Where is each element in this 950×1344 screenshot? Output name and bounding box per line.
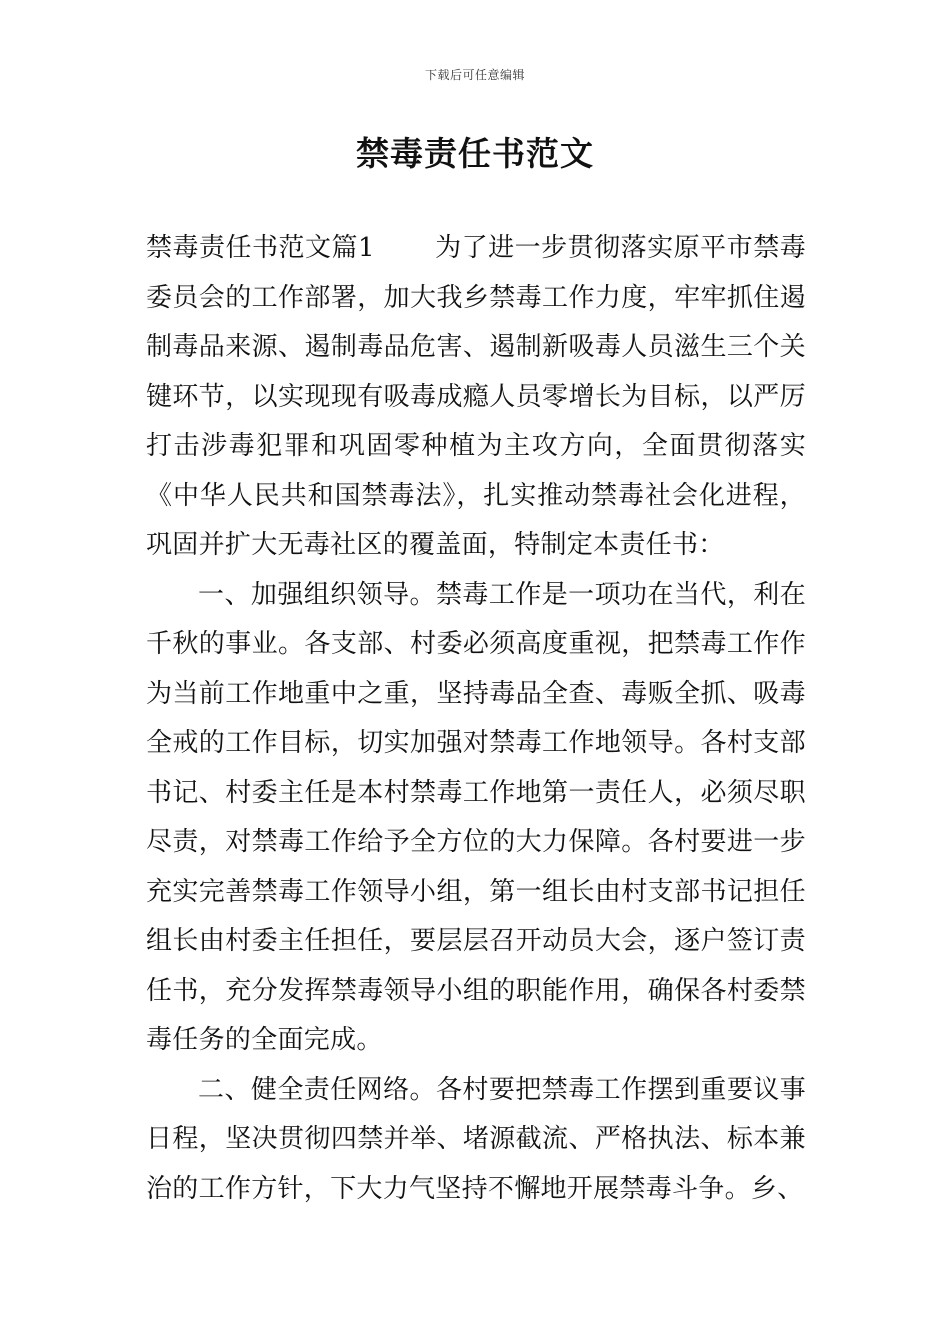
document-body [146,224,806,1214]
paragraph-organization: 一、加强组织领导。禁毒工作是一项功在当代，利在千秋的事业。各支部、村委必须高度重视，把禁毒工作作为当前工作地重中之重，坚持毒品全查、毒贩全抓、吸毒全戒的工作目标，切实加强对禁毒工作地领导。各村支部书记、村委主任是本村禁毒工作地第一责任人，必须尽职尽责，对禁毒工作给予全方位的大力保障。各村要进一步充实完善禁毒工作领导小组，第一组长由村支部书记担任组长由村委主任担任，要层层召开动员大会，逐户签订责任书，充分发挥禁毒领导小组的职能作用，确保各村委禁毒任务的全面完成。 [146,579,806,1055]
intro-paragraph [146,224,806,571]
intro-paragraph-text: 为了进一步贯彻落实原平市禁毒委员会的工作部署，加大我乡禁毒工作力度，牢牢抓住遏制毒品来源、遏制毒品危害、遏制新吸毒人员滋生三个关键环节，以实现现有吸毒成瘾人员零增长为目标，以严厉打击涉毒犯罪和巩固零种植为主攻方向，全面贯彻落实《中华人民共和国禁毒法》，扎实推动禁毒社会化进程，巩固并扩大无毒社区的覆盖面，特制定本责任书： [146,233,807,560]
paragraph-responsibility-network: 二、健全责任网络。各村要把禁毒工作摆到重要议事日程，坚决贯彻四禁并举、堵源截流、严格执法、标本兼治的工作方针，下大力气坚持不懈地开展禁毒斗争。乡、 [146,1074,806,1204]
document-title: 禁毒责任书范文 [356,134,594,173]
header-note: 下载后可任意编辑 [424,68,525,82]
section-label: 禁毒责任书范文篇1 [146,233,375,263]
